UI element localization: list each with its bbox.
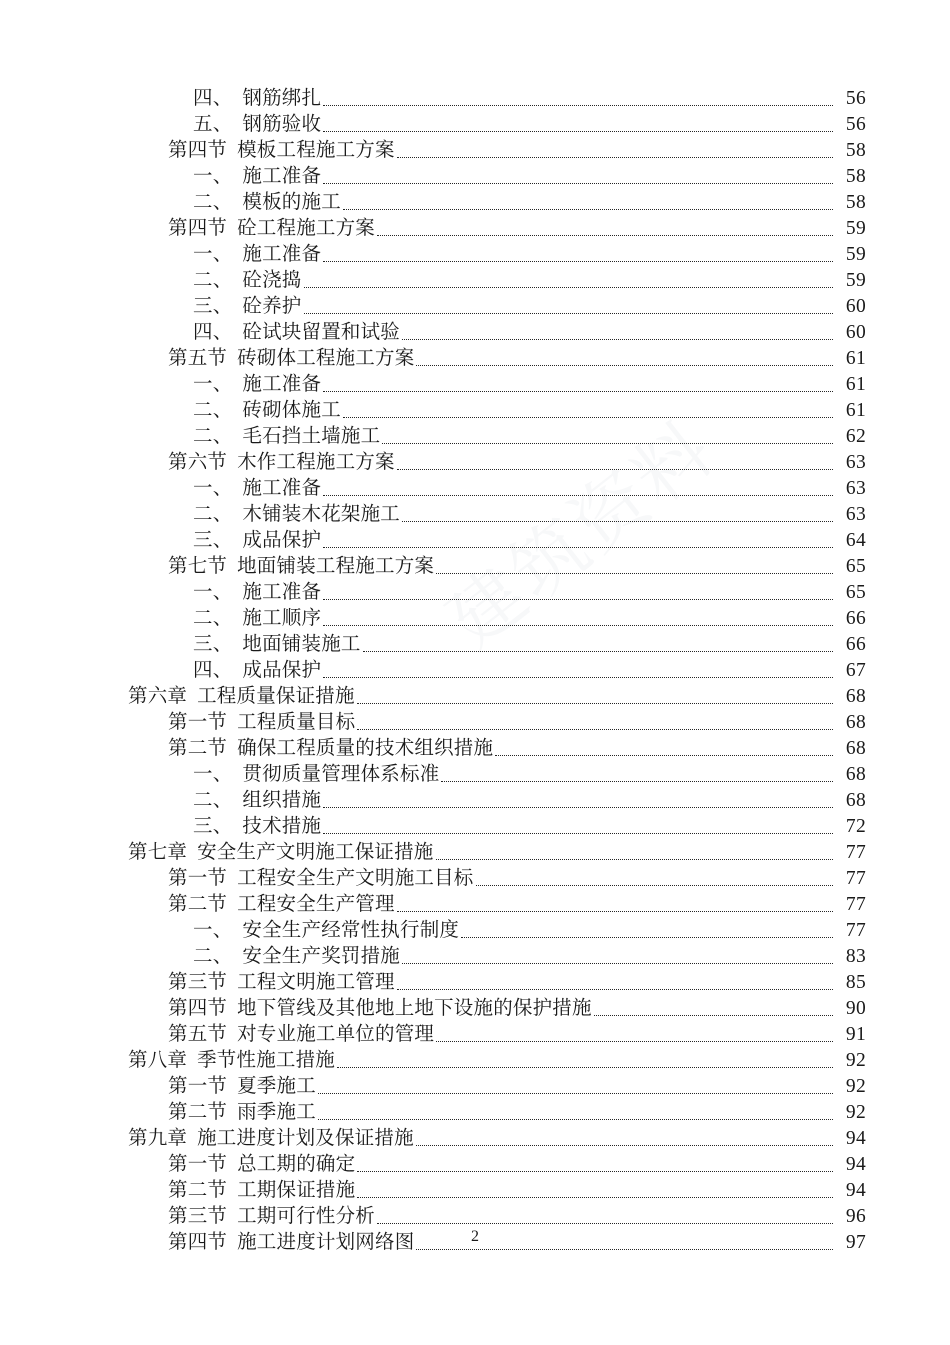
toc-entry-prefix: 三、: [193, 530, 233, 551]
toc-entry-prefix: 第二节: [168, 738, 228, 759]
toc-page-number: 97: [845, 1232, 866, 1253]
toc-dot-leader: [323, 112, 833, 138]
toc-entry-title: 季节性施工措施: [197, 1050, 336, 1071]
toc-dot-leader: [594, 996, 833, 1022]
toc-entry-title: 工程安全生产文明施工目标: [237, 868, 474, 889]
toc-entry[interactable]: [128, 606, 866, 632]
toc-page-number: 91: [845, 1024, 866, 1045]
toc-dot-leader: [461, 918, 833, 944]
toc-entry-label: [193, 242, 321, 268]
toc-entry-label: [193, 268, 302, 294]
toc-entry-label: [193, 918, 459, 944]
toc-entry-prefix: 二、: [193, 426, 233, 447]
toc-entry-title: 工程文明施工管理: [237, 972, 395, 993]
toc-dot-leader: [357, 684, 833, 710]
toc-entry-title: 施工进度计划及保证措施: [197, 1128, 414, 1149]
toc-entry-prefix: 二、: [193, 608, 233, 629]
toc-dot-leader: [436, 554, 833, 580]
toc-page-number: 90: [845, 998, 866, 1019]
toc-entry-label: [168, 346, 414, 372]
toc-entry-label: [193, 294, 302, 320]
toc-entry-label: [168, 1204, 375, 1230]
toc-entry-title: 安全生产文明施工保证措施: [197, 842, 434, 863]
toc-entry-prefix: 第二节: [168, 1180, 228, 1201]
toc-entry-title: 施工进度计划网络图: [237, 1232, 415, 1253]
toc-entry[interactable]: [128, 216, 866, 242]
toc-entry-title: 钢筋验收: [242, 114, 322, 135]
toc-entry-label: [128, 1126, 414, 1152]
toc-entry-title: 成品保护: [242, 660, 322, 681]
toc-dot-leader: [323, 164, 833, 190]
toc-entry-label: [193, 398, 341, 424]
toc-dot-leader: [323, 372, 833, 398]
toc-entry[interactable]: [128, 996, 866, 1022]
toc-entry-label: [168, 892, 395, 918]
toc-entry-label: [193, 86, 321, 112]
toc-dot-leader: [323, 528, 833, 554]
toc-entry-label: [193, 190, 341, 216]
toc-page-number: 56: [845, 88, 866, 109]
toc-entry-title: 地面铺装工程施工方案: [237, 556, 435, 577]
toc-entry-prefix: 一、: [193, 582, 233, 603]
toc-entry-title: 施工准备: [242, 374, 322, 395]
toc-entry-label: [168, 138, 395, 164]
toc-entry-title: 砼养护: [242, 296, 302, 317]
toc-dot-leader: [402, 502, 833, 528]
toc-dot-leader: [416, 346, 833, 372]
toc-entry-label: [168, 216, 375, 242]
toc-dot-leader: [397, 970, 833, 996]
toc-entry-label: [193, 606, 321, 632]
toc-entry-title: 确保工程质量的技术组织措施: [237, 738, 494, 759]
toc-entry-title: 安全生产经常性执行制度: [242, 920, 460, 941]
toc-entry-prefix: 第二节: [168, 894, 228, 915]
toc-entry-title: 工程安全生产管理: [237, 894, 395, 915]
toc-page-number: 63: [845, 478, 866, 499]
toc-entry-title: 夏季施工: [237, 1076, 316, 1097]
toc-entry-prefix: 第七章: [128, 842, 188, 863]
toc-entry[interactable]: [128, 1074, 866, 1100]
toc-dot-leader: [363, 632, 833, 658]
toc-entry[interactable]: [128, 1152, 866, 1178]
toc-entry[interactable]: [128, 866, 866, 892]
toc-entry-prefix: 第一节: [168, 868, 228, 889]
toc-page-number: 77: [845, 868, 866, 889]
toc-dot-leader: [323, 86, 833, 112]
toc-entry-label: [168, 1074, 316, 1100]
toc-entry-prefix: 二、: [193, 504, 233, 525]
toc-entry[interactable]: [128, 736, 866, 762]
toc-entry-title: 工期保证措施: [237, 1180, 356, 1201]
toc-entry-label: [168, 866, 474, 892]
toc-dot-leader: [323, 814, 833, 840]
toc-entry-prefix: 第四节: [168, 998, 228, 1019]
toc-entry[interactable]: [128, 320, 866, 346]
toc-entry-title: 施工准备: [242, 166, 322, 187]
toc-entry[interactable]: [128, 684, 866, 710]
toc-page-number: 58: [845, 192, 866, 213]
toc-entry-title: 砼浇捣: [242, 270, 302, 291]
toc-entry[interactable]: [128, 632, 866, 658]
toc-dot-leader: [318, 1074, 833, 1100]
toc-entry[interactable]: [128, 580, 866, 606]
toc-entry-title: 砼工程施工方案: [237, 218, 376, 239]
toc-entry-title: 钢筋绑扎: [242, 88, 322, 109]
toc-dot-leader: [436, 840, 833, 866]
toc-dot-leader: [397, 138, 833, 164]
toc-entry-prefix: 第一节: [168, 1076, 228, 1097]
toc-dot-leader: [323, 242, 833, 268]
toc-entry-title: 地面铺装施工: [242, 634, 361, 655]
toc-dot-leader: [357, 1178, 833, 1204]
toc-entry[interactable]: [128, 944, 866, 970]
toc-page-number: 66: [845, 608, 866, 629]
toc-entry-label: [168, 1100, 316, 1126]
toc-page-number: 67: [845, 660, 866, 681]
toc-entry[interactable]: [128, 528, 866, 554]
toc-entry-label: [193, 164, 321, 190]
toc-entry-title: 施工准备: [242, 478, 322, 499]
toc-entry-label: [193, 658, 321, 684]
toc-entry-label: [193, 372, 321, 398]
toc-entry-label: [168, 996, 592, 1022]
toc-entry-prefix: 四、: [193, 88, 233, 109]
toc-dot-leader: [318, 1100, 833, 1126]
toc-entry[interactable]: [128, 450, 866, 476]
toc-entry-title: 砖砌体工程施工方案: [237, 348, 415, 369]
toc-page-number: 61: [845, 400, 866, 421]
toc-entry-prefix: 二、: [193, 270, 233, 291]
toc-page-number: 72: [845, 816, 866, 837]
toc-dot-leader: [323, 606, 833, 632]
toc-entry-prefix: 第三节: [168, 1206, 228, 1227]
toc-entry-prefix: 二、: [193, 192, 233, 213]
toc-entry[interactable]: [128, 814, 866, 840]
toc-entry[interactable]: [128, 502, 866, 528]
toc-dot-leader: [337, 1048, 833, 1074]
toc-page-number: 60: [845, 296, 866, 317]
toc-page-number: 68: [845, 686, 866, 707]
toc-page-number: 92: [845, 1050, 866, 1071]
table-of-contents: [128, 86, 866, 1256]
toc-page-number: 58: [845, 140, 866, 161]
toc-entry[interactable]: [128, 164, 866, 190]
toc-page-number: 61: [845, 348, 866, 369]
toc-entry-prefix: 三、: [193, 296, 233, 317]
toc-entry-title: 地下管线及其他地上地下设施的保护措施: [237, 998, 592, 1019]
toc-entry-prefix: 第八章: [128, 1050, 188, 1071]
toc-entry-label: [193, 476, 321, 502]
toc-entry-title: 木铺装木花架施工: [242, 504, 401, 525]
toc-page-number: 85: [845, 972, 866, 993]
toc-entry-title: 施工准备: [242, 244, 322, 265]
toc-entry-title: 组织措施: [242, 790, 322, 811]
toc-entry-prefix: 第五节: [168, 1024, 228, 1045]
toc-page-number: 58: [845, 166, 866, 187]
toc-page-number: 56: [845, 114, 866, 135]
toc-dot-leader: [304, 294, 833, 320]
toc-page-number: 68: [845, 738, 866, 759]
toc-entry[interactable]: [128, 294, 866, 320]
toc-entry-label: [193, 788, 321, 814]
toc-entry-title: 安全生产奖罚措施: [242, 946, 401, 967]
toc-entry-label: [193, 320, 400, 346]
toc-dot-leader: [357, 1152, 833, 1178]
toc-page-number: 83: [845, 946, 866, 967]
toc-entry-title: 工程质量保证措施: [197, 686, 355, 707]
toc-page-number: 65: [845, 582, 866, 603]
toc-entry-label: [168, 1178, 355, 1204]
toc-dot-leader: [402, 944, 833, 970]
toc-entry-prefix: 第四节: [168, 218, 228, 239]
toc-entry-prefix: 第六节: [168, 452, 228, 473]
toc-entry[interactable]: [128, 554, 866, 580]
toc-entry-prefix: 第五节: [168, 348, 228, 369]
toc-page-number: 62: [845, 426, 866, 447]
toc-entry-label: [193, 762, 439, 788]
toc-entry-prefix: 二、: [193, 946, 233, 967]
toc-entry[interactable]: [128, 658, 866, 684]
toc-page-number: 77: [845, 842, 866, 863]
toc-entry-prefix: 第六章: [128, 686, 188, 707]
toc-entry[interactable]: [128, 1100, 866, 1126]
toc-dot-leader: [397, 450, 833, 476]
toc-entry-title: 对专业施工单位的管理: [237, 1024, 435, 1045]
toc-dot-leader: [323, 476, 833, 502]
toc-entry[interactable]: [128, 788, 866, 814]
toc-entry-prefix: 一、: [193, 764, 233, 785]
toc-entry[interactable]: [128, 1126, 866, 1152]
toc-entry-prefix: 二、: [193, 790, 233, 811]
toc-entry[interactable]: [128, 1022, 866, 1048]
toc-dot-leader: [476, 866, 833, 892]
toc-page-number: 64: [845, 530, 866, 551]
page-watermark: 建筑资料: [434, 407, 731, 664]
toc-page-number: 68: [845, 790, 866, 811]
toc-entry[interactable]: [128, 242, 866, 268]
toc-page-number: 94: [845, 1154, 866, 1175]
toc-entry-label: [168, 970, 395, 996]
toc-dot-leader: [382, 424, 833, 450]
toc-dot-leader: [304, 268, 833, 294]
toc-entry-prefix: 一、: [193, 920, 233, 941]
toc-entry-prefix: 三、: [193, 816, 233, 837]
toc-entry-prefix: 四、: [193, 322, 233, 343]
toc-entry-prefix: 一、: [193, 478, 233, 499]
toc-page-number: 77: [845, 920, 866, 941]
toc-page-number: 96: [845, 1206, 866, 1227]
toc-entry-prefix: 第四节: [168, 1232, 228, 1253]
toc-entry-label: [168, 1152, 355, 1178]
toc-page-number: 63: [845, 504, 866, 525]
toc-entry-label: [193, 814, 321, 840]
toc-entry-title: 雨季施工: [237, 1102, 316, 1123]
toc-page-number: 59: [845, 244, 866, 265]
toc-entry-label: [193, 944, 400, 970]
toc-entry[interactable]: [128, 268, 866, 294]
toc-entry[interactable]: [128, 190, 866, 216]
toc-page-number: 92: [845, 1076, 866, 1097]
toc-entry-prefix: 二、: [193, 400, 233, 421]
toc-entry-prefix: 五、: [193, 114, 233, 135]
toc-entry[interactable]: [128, 970, 866, 996]
toc-entry-label: [193, 424, 380, 450]
toc-entry-prefix: 一、: [193, 244, 233, 265]
toc-page-number: 61: [845, 374, 866, 395]
toc-dot-leader: [343, 190, 833, 216]
toc-page-number: 59: [845, 270, 866, 291]
toc-dot-leader: [377, 216, 833, 242]
toc-entry[interactable]: [128, 112, 866, 138]
toc-entry[interactable]: [128, 918, 866, 944]
toc-entry-label: [193, 528, 321, 554]
toc-entry-title: 毛石挡土墙施工: [242, 426, 381, 447]
toc-entry-label: [168, 710, 355, 736]
toc-entry-title: 总工期的确定: [237, 1154, 356, 1175]
toc-entry-prefix: 一、: [193, 166, 233, 187]
toc-entry[interactable]: [128, 86, 866, 112]
toc-entry-prefix: 第一节: [168, 712, 228, 733]
toc-entry-label: [193, 580, 321, 606]
toc-entry-label: [193, 502, 400, 528]
toc-entry-label: [168, 450, 395, 476]
toc-entry[interactable]: [128, 710, 866, 736]
toc-entry-title: 成品保护: [242, 530, 322, 551]
toc-page-number: 59: [845, 218, 866, 239]
toc-entry[interactable]: [128, 762, 866, 788]
toc-entry-label: [128, 840, 434, 866]
toc-entry-prefix: 第四节: [168, 140, 228, 161]
toc-entry[interactable]: [128, 1204, 866, 1230]
toc-entry-label: [168, 554, 434, 580]
toc-page-number: 94: [845, 1180, 866, 1201]
toc-entry-label: [193, 112, 321, 138]
toc-entry-title: 模板工程施工方案: [237, 140, 395, 161]
toc-entry[interactable]: [128, 346, 866, 372]
toc-entry[interactable]: [128, 372, 866, 398]
toc-entry[interactable]: [128, 476, 866, 502]
toc-entry-title: 模板的施工: [242, 192, 341, 213]
toc-entry-title: 工期可行性分析: [237, 1206, 376, 1227]
toc-entry-title: 贯彻质量管理体系标准: [242, 764, 440, 785]
toc-entry-prefix: 第七节: [168, 556, 228, 577]
toc-dot-leader: [436, 1022, 833, 1048]
toc-entry-prefix: 第一节: [168, 1154, 228, 1175]
toc-entry-title: 木作工程施工方案: [237, 452, 395, 473]
toc-entry-prefix: 第九章: [128, 1128, 188, 1149]
toc-entry[interactable]: [128, 138, 866, 164]
toc-entry[interactable]: [128, 398, 866, 424]
toc-dot-leader: [323, 658, 833, 684]
toc-entry-label: [193, 632, 361, 658]
toc-page-number: 63: [845, 452, 866, 473]
toc-dot-leader: [377, 1204, 833, 1230]
toc-page-number: 60: [845, 322, 866, 343]
toc-entry-prefix: 一、: [193, 374, 233, 395]
toc-dot-leader: [495, 736, 833, 762]
toc-entry-prefix: 第三节: [168, 972, 228, 993]
toc-page-number: 68: [845, 712, 866, 733]
toc-entry-prefix: 第二节: [168, 1102, 228, 1123]
toc-entry-prefix: 三、: [193, 634, 233, 655]
toc-entry-title: 施工顺序: [242, 608, 322, 629]
toc-page-number: 94: [845, 1128, 866, 1149]
toc-entry-label: [128, 1048, 335, 1074]
toc-entry[interactable]: [128, 424, 866, 450]
toc-dot-leader: [343, 398, 833, 424]
toc-entry-title: 技术措施: [242, 816, 322, 837]
toc-entry[interactable]: [128, 1048, 866, 1074]
toc-entry[interactable]: [128, 1178, 866, 1204]
toc-page-number: 92: [845, 1102, 866, 1123]
footer-page-number: 2: [471, 1228, 479, 1245]
toc-entry-prefix: 四、: [193, 660, 233, 681]
toc-page-number: 66: [845, 634, 866, 655]
toc-dot-leader: [441, 762, 833, 788]
toc-entry-title: 施工准备: [242, 582, 322, 603]
toc-entry-label: [168, 1022, 434, 1048]
toc-entry-title: 砼试块留置和试验: [242, 322, 401, 343]
toc-entry[interactable]: [128, 892, 866, 918]
toc-page-number: 77: [845, 894, 866, 915]
toc-page-number: 68: [845, 764, 866, 785]
toc-dot-leader: [323, 788, 833, 814]
toc-entry-label: [168, 736, 493, 762]
toc-entry-title: 工程质量目标: [237, 712, 356, 733]
toc-page-number: 65: [845, 556, 866, 577]
toc-entry-title: 砖砌体施工: [242, 400, 341, 421]
toc-dot-leader: [357, 710, 833, 736]
toc-dot-leader: [397, 892, 833, 918]
toc-entry-label: [128, 684, 355, 710]
toc-dot-leader: [416, 1126, 833, 1152]
toc-dot-leader: [402, 320, 833, 346]
toc-entry[interactable]: [128, 840, 866, 866]
toc-dot-leader: [323, 580, 833, 606]
